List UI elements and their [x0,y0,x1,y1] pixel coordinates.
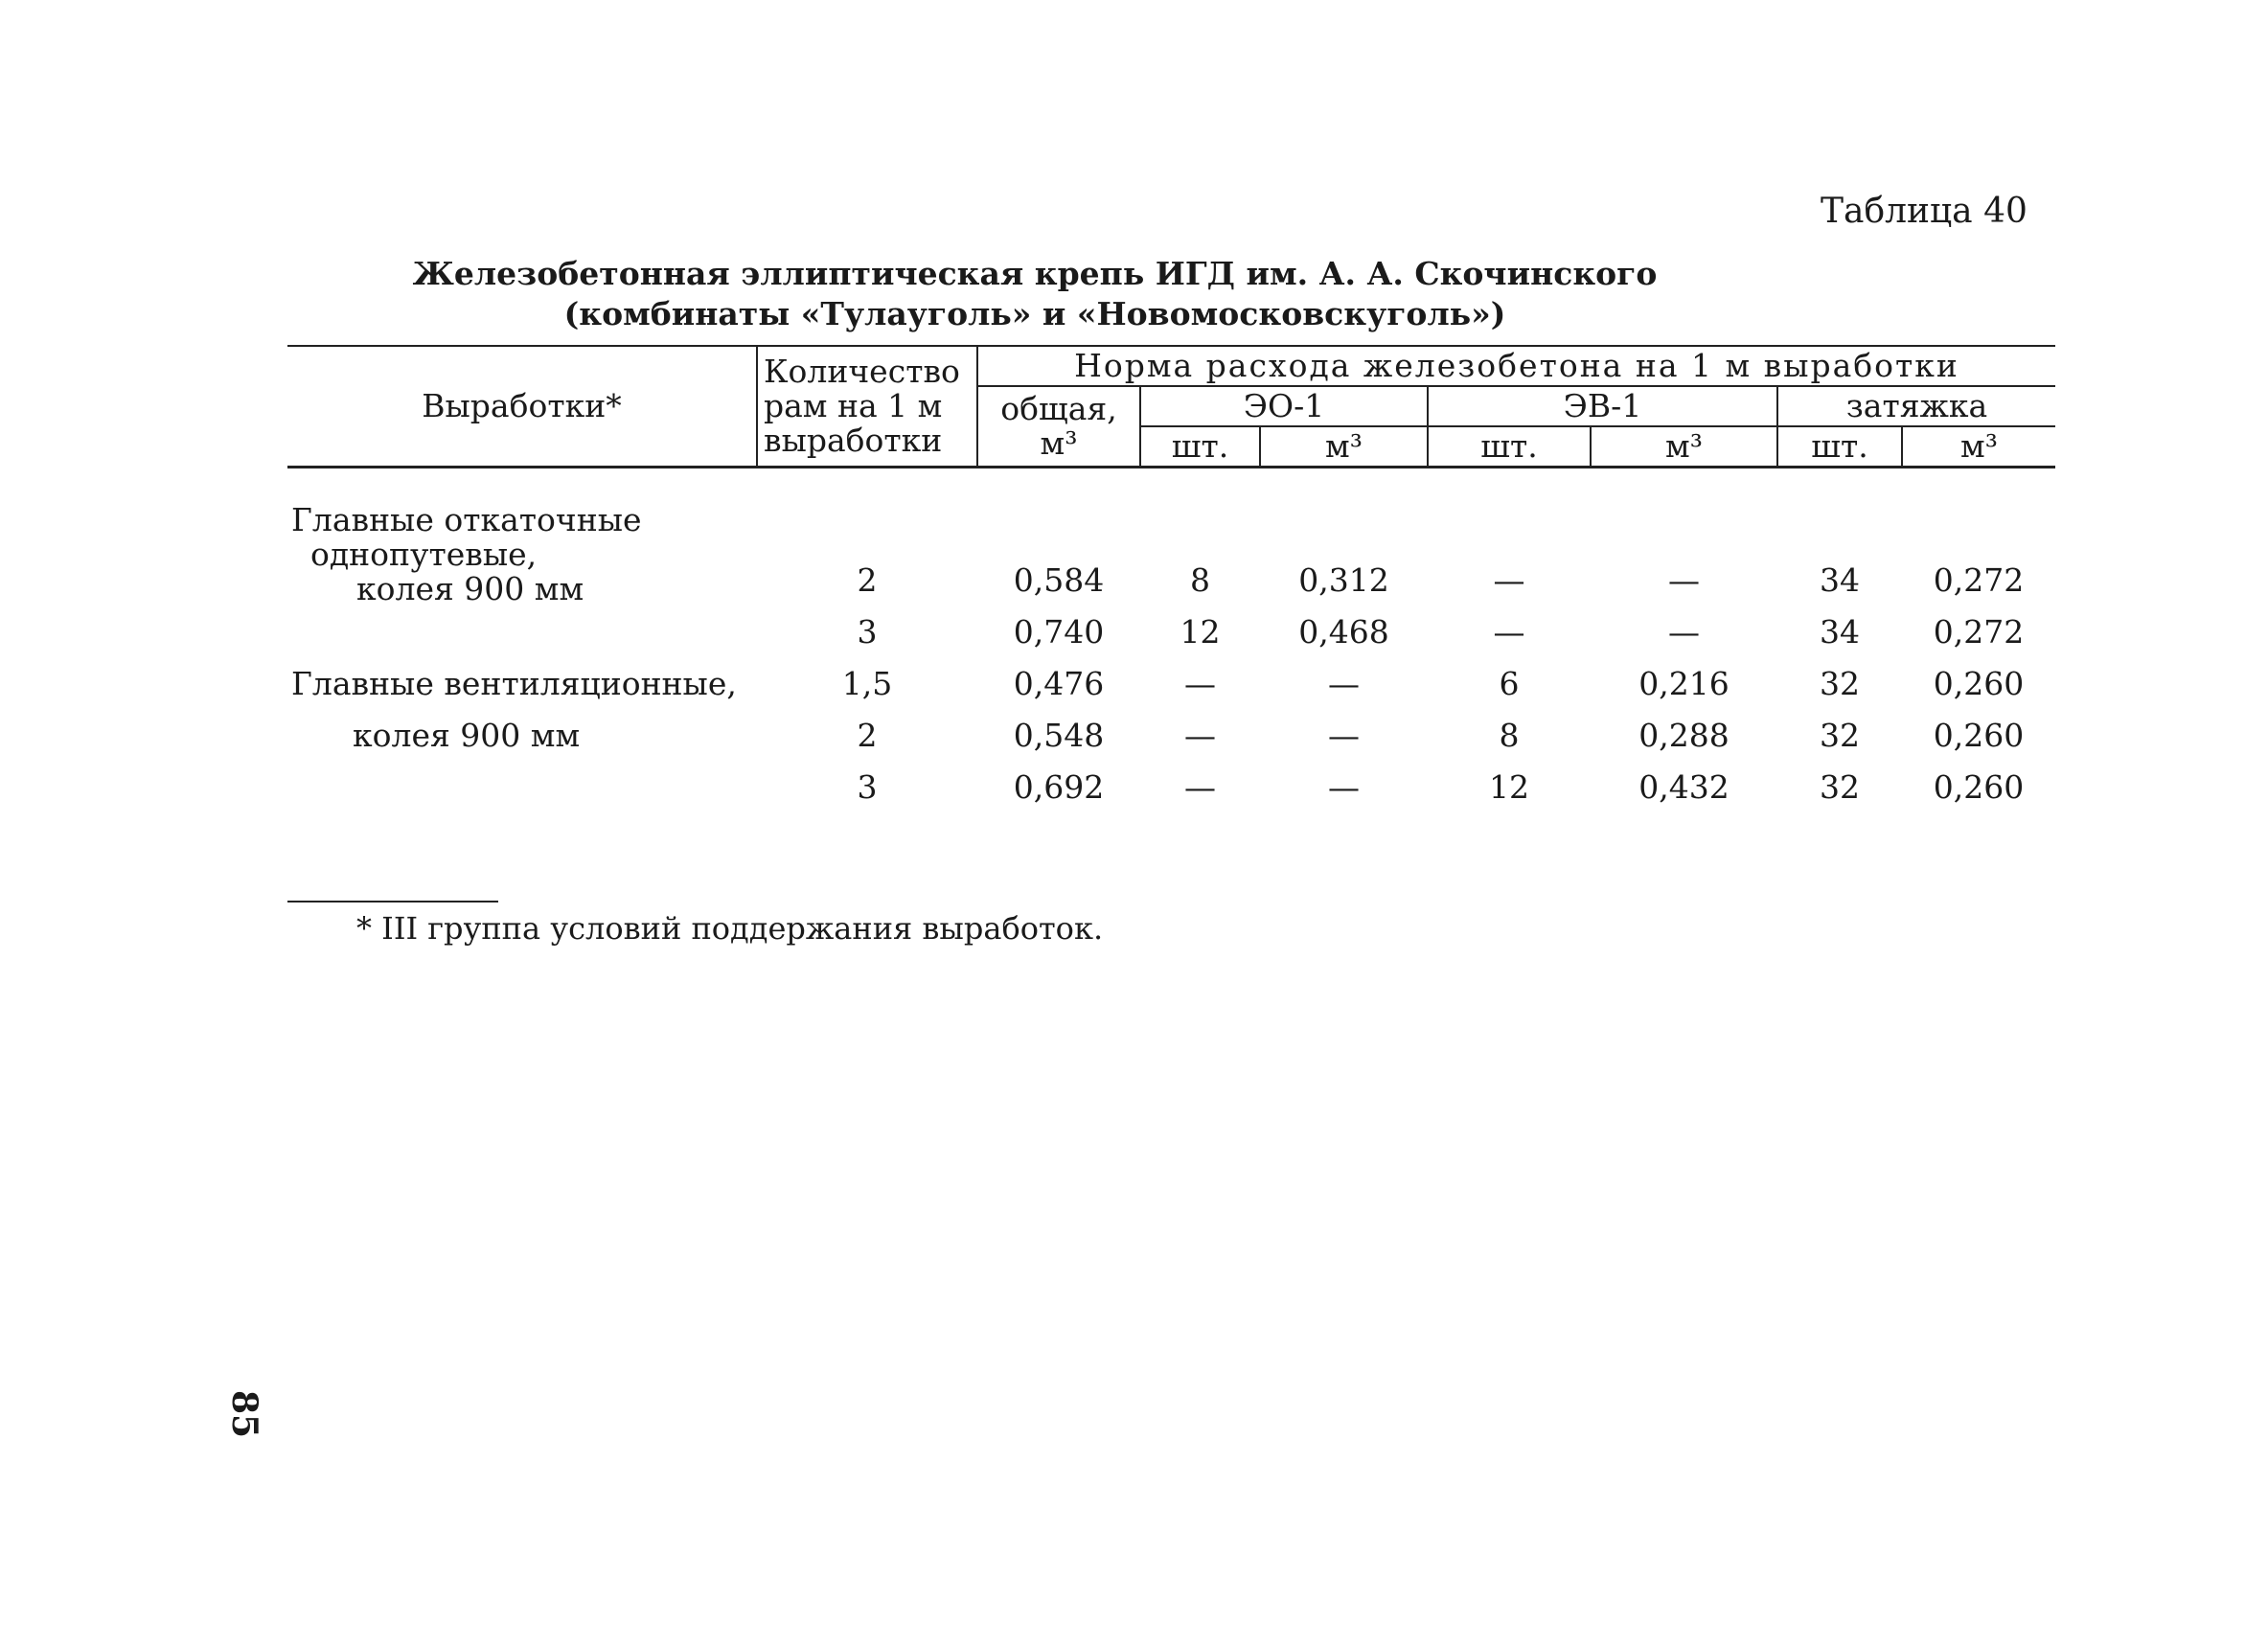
header-eo1: ЭО-1 [1140,386,1428,426]
cell-eo-m3: — [1328,768,1360,806]
header-ev1: ЭВ-1 [1428,386,1777,426]
cell-total: 0,548 [1013,717,1105,754]
title-line-1: Железобетонная эллиптическая крепь ИГД им. А. А. Скочинского [412,255,1658,292]
table-row [287,468,2055,607]
header-eo1-m3: м³ [1260,426,1428,468]
cell-lagging-m3: 0,272 [1933,613,2025,651]
cell-eo-pcs: — [1184,768,1216,806]
cell-lagging-pcs: 32 [1820,665,1860,702]
cell-empty [287,606,757,658]
header-frames-per-meter [757,346,977,468]
cell-frames: 2 [857,561,878,599]
table-number: Таблица 40 [1821,192,2027,231]
cell-ev-m3: 0,216 [1638,665,1730,702]
header-total [977,386,1140,468]
group-haulage-line-1: Главные откаточные [291,501,642,538]
title-line-2: (комбинаты «Тулауголь» и «Новомосковскуголь») [563,295,1506,332]
cell-lagging-pcs: 34 [1820,613,1860,651]
cell-ev-pcs: — [1493,561,1525,599]
cell-ev-m3: 0,432 [1638,768,1730,806]
cell-total: 0,740 [1013,613,1105,651]
group-haulage-line-3: колея 900 мм [356,570,584,607]
cell-frames: 3 [857,613,878,651]
cell-lagging-pcs: 32 [1820,768,1860,806]
header-ev1-pcs: шт. [1428,426,1591,468]
table-row [287,762,2055,813]
header-frames-line-1: Количество [764,353,960,390]
table-row [287,606,2055,658]
header-lagging-pcs: шт. [1777,426,1902,468]
cell-eo-m3: 0,468 [1298,613,1389,651]
group-ventilation-line-1: Главные вентиляционные, [291,665,737,702]
header-eo1-pcs: шт. [1140,426,1260,468]
cell-lagging-m3: 0,272 [1933,561,2025,599]
cell-frames: 1,5 [841,665,893,702]
cell-ev-pcs: 6 [1499,665,1520,702]
cell-eo-m3: — [1328,665,1360,702]
table-title [287,254,1782,334]
cell-lagging-m3: 0,260 [1933,768,2025,806]
header-frames-line-2: рам на 1 м [764,387,943,424]
header-workings: Выработки* [287,346,757,468]
cell-eo-pcs: 8 [1190,561,1210,599]
cell-frames: 3 [857,768,878,806]
header-lagging-m3: м³ [1902,426,2055,468]
cell-total: 0,584 [1013,561,1105,599]
page-number: 85 [224,1389,265,1439]
cell-ev-m3: — [1668,561,1700,599]
cell-total: 0,476 [1013,665,1105,702]
group-name-haulage [287,468,757,607]
header-frames-line-3: выработки [764,422,943,459]
cell-lagging-m3: 0,260 [1933,717,2025,754]
table-row [287,710,2055,762]
cell-ev-m3: — [1668,613,1700,651]
cell-ev-pcs: 12 [1489,768,1529,806]
group-haulage-line-2: однопутевые, [310,536,538,573]
header-lagging: затяжка [1777,386,2055,426]
cell-empty [287,762,757,813]
header-norm: Норма расхода железобетона на 1 м выработки [977,346,2055,386]
table-row [287,658,2055,710]
header-total-line-1: общая, [1000,390,1117,427]
cell-ev-pcs: 8 [1499,717,1520,754]
cell-ev-pcs: — [1493,613,1525,651]
cell-eo-pcs: 12 [1180,613,1221,651]
norms-table [287,345,2055,813]
cell-eo-m3: — [1328,717,1360,754]
cell-total: 0,692 [1013,768,1105,806]
cell-eo-pcs: — [1184,665,1216,702]
cell-lagging-pcs: 34 [1820,561,1860,599]
footnote-divider [287,901,498,902]
cell-ev-m3: 0,288 [1638,717,1730,754]
group-ventilation-line-2: колея 900 мм [353,717,581,754]
cell-lagging-m3: 0,260 [1933,665,2025,702]
footnote: * III группа условий поддержания выработок. [356,910,1104,947]
cell-eo-pcs: — [1184,717,1216,754]
cell-frames: 2 [857,717,878,754]
header-total-line-2: м³ [1040,424,1078,462]
cell-lagging-pcs: 32 [1820,717,1860,754]
header-ev1-m3: м³ [1591,426,1777,468]
cell-eo-m3: 0,312 [1298,561,1389,599]
